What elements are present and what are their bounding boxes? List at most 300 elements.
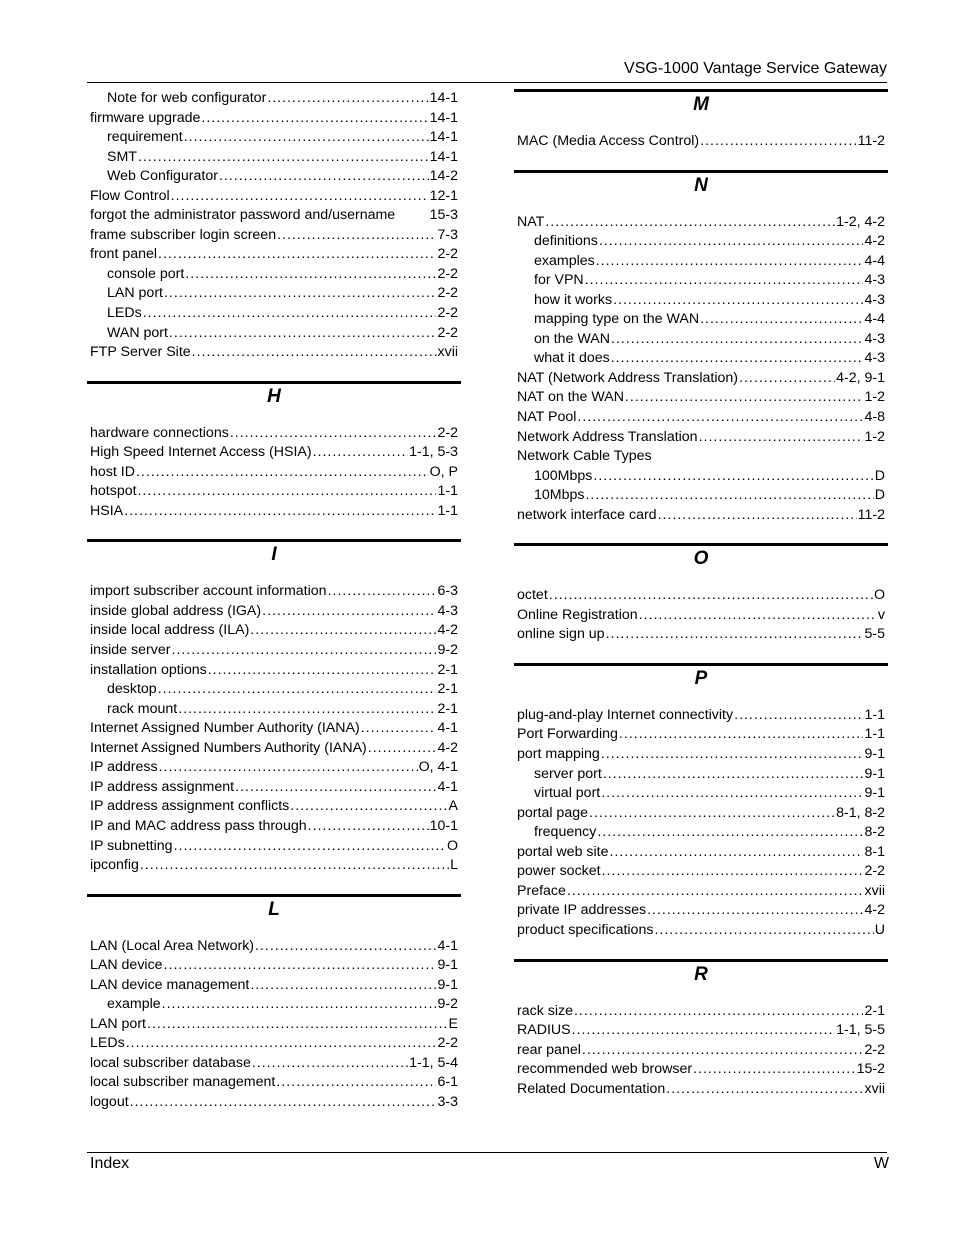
index-entry-page: 14-1 (429, 148, 458, 165)
index-entry (514, 586, 888, 606)
dot-leader (596, 252, 864, 272)
index-entry-page: 4-2 (864, 902, 885, 919)
section-letter-heading: R (514, 959, 888, 1002)
index-entry-page: 1-2, 4-2 (836, 213, 885, 230)
index-entry-term: inside local address (ILA) (90, 622, 250, 639)
index-entry-term: console port (107, 265, 185, 282)
dot-leader (313, 443, 409, 463)
dot-leader (567, 882, 864, 902)
index-entry (87, 817, 461, 837)
index-entry (87, 778, 461, 798)
index-entry-term: NAT on the WAN (517, 389, 624, 406)
index-entry-page: xvii (437, 344, 458, 361)
index-entry-term: frame subscriber login screen (90, 226, 277, 243)
dot-leader (328, 582, 437, 602)
index-entry-term: server port (534, 765, 602, 782)
dot-leader (158, 245, 436, 265)
index-entry-term: plug-and-play Internet connectivity (517, 706, 734, 723)
index-entry-term: FTP Server Site (90, 344, 191, 361)
section-letter-heading: P (514, 663, 888, 706)
dot-leader (290, 797, 447, 817)
index-entry-term: logout (90, 1093, 129, 1110)
index-entry-term: IP address assignment conflicts (90, 798, 290, 815)
dot-leader (699, 428, 864, 448)
dot-leader (124, 502, 436, 522)
dot-leader (164, 284, 436, 304)
index-entry-term: Flow Control (90, 187, 170, 204)
index-entry-term: product specifications (517, 921, 654, 938)
index-entry-page: 2-2 (864, 863, 885, 880)
dot-leader (654, 921, 873, 941)
dot-leader (611, 330, 864, 350)
index-entry (87, 719, 461, 739)
index-entry-page: 2-2 (437, 285, 458, 302)
index-entry (514, 310, 888, 330)
index-entry (514, 784, 888, 804)
index-entry-page: 2-1 (437, 700, 458, 717)
dot-leader (739, 369, 835, 389)
dot-leader (147, 1015, 448, 1035)
index-entry (514, 921, 888, 941)
index-entry-page: O, 4-1 (418, 759, 458, 776)
index-entry-page: 4-3 (864, 272, 885, 289)
index-entry-page: 1-1, 5-4 (409, 1054, 458, 1071)
index-left-column (87, 89, 461, 1113)
index-entry-page: 1-1 (864, 726, 885, 743)
dot-leader (593, 467, 873, 487)
index-section (514, 959, 888, 1100)
index-entry (87, 976, 461, 996)
index-entry-page: O (873, 587, 885, 604)
dot-leader (549, 586, 873, 606)
index-entry-term: example (107, 996, 161, 1013)
footer-page-number: W (873, 1155, 889, 1172)
dot-leader (267, 89, 428, 109)
index-entry (87, 758, 461, 778)
index-entry (87, 245, 461, 265)
dot-leader (639, 606, 877, 626)
index-entry-page: 4-2 (437, 622, 458, 639)
index-entry-term: 10Mbps (534, 487, 585, 504)
index-entry-page: 4-1 (437, 937, 458, 954)
index-entry-page: O, P (429, 463, 458, 480)
index-entry (514, 408, 888, 428)
index-entry-page: 2-2 (437, 265, 458, 282)
section-letter-heading: M (514, 89, 888, 132)
dot-leader (174, 837, 446, 857)
dot-leader (138, 482, 437, 502)
index-entry (87, 956, 461, 976)
index-entry (87, 304, 461, 324)
index-entry-page: 1-1 (864, 706, 885, 723)
index-entry (87, 797, 461, 817)
index-entry-page: 2-2 (437, 305, 458, 322)
dot-leader (361, 719, 437, 739)
index-entry-page: 4-2 (437, 739, 458, 756)
index-entry-term: recommended web browser (517, 1061, 693, 1078)
index-entry-page: O (446, 837, 458, 854)
dot-leader (597, 823, 863, 843)
index-entry-page: 4-3 (864, 291, 885, 308)
index-entry-page: 8-1, 8-2 (836, 804, 885, 821)
index-entry-term: hotspot (90, 483, 137, 500)
index-section (87, 894, 461, 1113)
index-entry-term: NAT (Network Address Translation) (517, 369, 739, 386)
dot-leader (658, 506, 857, 526)
index-entry-term: MAC (Media Access Control) (517, 133, 700, 149)
index-entry-term: LAN port (90, 1015, 146, 1032)
index-entry (87, 661, 461, 681)
index-entry (87, 324, 461, 344)
index-entry (514, 506, 888, 526)
index-entry-term: definitions (534, 233, 598, 250)
dot-leader (647, 901, 863, 921)
index-entry (87, 1015, 461, 1035)
index-entry-term: inside server (90, 642, 171, 659)
dot-leader (582, 1041, 864, 1061)
index-entry-term: Web Configurator (107, 168, 218, 185)
index-entry (87, 582, 461, 602)
index-entry (514, 291, 888, 311)
dot-leader (171, 641, 436, 661)
index-entry-term: virtual port (534, 785, 601, 802)
index-entry-page: 1-1 (437, 483, 458, 500)
dot-leader (201, 109, 428, 129)
index-entry-term: HSIA (90, 502, 124, 519)
index-entry (514, 330, 888, 350)
index-entry-term: Internet Assigned Number Authority (IANA) (90, 720, 360, 737)
index-entry (87, 284, 461, 304)
dot-leader (255, 937, 436, 957)
index-entry (87, 641, 461, 661)
index-entry-page: 4-4 (864, 252, 885, 269)
dot-leader (666, 1080, 863, 1100)
section-letter-heading: L (87, 894, 461, 937)
index-entry (514, 132, 888, 152)
index-right-column (514, 89, 888, 1099)
index-entry (514, 1060, 888, 1080)
index-entry-page: 3-3 (437, 1093, 458, 1110)
dot-leader (619, 725, 864, 745)
index-entry-page: 4-3 (864, 330, 885, 347)
index-entry-page: 9-1 (437, 957, 458, 974)
index-entry-page: 14-1 (429, 90, 458, 106)
dot-leader (601, 784, 863, 804)
index-section (514, 543, 888, 645)
index-entry (87, 1034, 461, 1054)
index-entry (514, 213, 888, 233)
dot-leader (606, 625, 864, 645)
index-entry (87, 937, 461, 957)
section-letter-heading: N (514, 170, 888, 213)
index-entry-term: Online Registration (517, 606, 638, 623)
index-entry (87, 265, 461, 285)
index-entry-term: mapping type on the WAN (534, 311, 700, 328)
index-entry-term: 100Mbps (534, 467, 593, 484)
index-entry-page: 1-1 (437, 502, 458, 519)
index-entry-page: 4-2 (864, 233, 885, 250)
index-entry-term: hardware connections (90, 424, 229, 441)
index-entry (87, 680, 461, 700)
index-entry-page: 6-1 (437, 1074, 458, 1091)
footer-rule (87, 1152, 887, 1153)
index-entry (514, 625, 888, 645)
index-entry (87, 502, 461, 522)
index-entry-page: 12-1 (429, 187, 458, 204)
index-entry (514, 388, 888, 408)
index-entry-page: 15-2 (856, 1061, 885, 1078)
dot-leader (693, 1060, 856, 1080)
index-entry-term: front panel (90, 246, 158, 263)
index-entry (514, 901, 888, 921)
index-entry-term: rack size (517, 1002, 573, 1019)
index-entry (87, 226, 461, 246)
dot-leader (185, 265, 436, 285)
index-entry-page: 8-1 (864, 843, 885, 860)
index-entry (514, 882, 888, 902)
dot-leader (250, 621, 436, 641)
index-section (514, 663, 888, 941)
index-entry-term: frequency (534, 824, 597, 841)
dot-leader (572, 1021, 835, 1041)
index-entry-page: 2-1 (437, 681, 458, 698)
dot-leader (599, 232, 864, 252)
index-entry-term: requirement (107, 129, 183, 146)
index-entry (514, 1002, 888, 1022)
index-entry-term: Network Address Translation (517, 428, 698, 445)
index-entry-page: xvii (864, 1080, 885, 1097)
index-entry-term: forgot the administrator password and/username (90, 207, 396, 224)
index-entry-page: 4-4 (864, 311, 885, 328)
index-entry (87, 148, 461, 168)
section-letter-heading: O (514, 543, 888, 586)
dot-leader (184, 128, 429, 148)
index-entry-page: A (448, 798, 458, 815)
index-entry-term: Related Documentation (517, 1080, 666, 1097)
dot-leader (574, 1002, 864, 1022)
dot-leader (276, 1073, 436, 1093)
index-entry-page: 2-2 (437, 1035, 458, 1052)
index-entry-page: 1-2 (864, 389, 885, 406)
index-entry (87, 128, 461, 148)
index-entry-page: D (874, 487, 885, 504)
index-entry-page: 2-2 (437, 324, 458, 341)
index-entry-term: IP address (90, 759, 158, 776)
index-entry-page: 15-3 (429, 207, 458, 224)
index-entry (87, 700, 461, 720)
index-entry-page: 7-3 (437, 226, 458, 243)
index-entry-term: Port Forwarding (517, 726, 618, 743)
dot-leader (171, 187, 429, 207)
dot-leader (585, 271, 864, 291)
index-entry-term: on the WAN (534, 330, 610, 347)
index-entry-term: LAN device management (90, 976, 250, 993)
dot-leader (130, 1093, 437, 1113)
index-entry (87, 206, 461, 226)
dot-leader (734, 706, 863, 726)
dot-leader (208, 661, 437, 681)
index-entry-page: E (448, 1015, 458, 1032)
dot-leader (602, 862, 864, 882)
index-entry-page: 4-2, 9-1 (836, 369, 885, 386)
index-entry (514, 252, 888, 272)
dot-leader (368, 739, 437, 759)
index-entry-term: firmware upgrade (90, 109, 201, 126)
index-entry-term: local subscriber management (90, 1074, 276, 1091)
dot-leader (126, 1034, 437, 1054)
dot-leader (192, 343, 437, 363)
index-entry-page: 4-3 (437, 602, 458, 619)
dot-leader (159, 758, 418, 778)
index-entry-page: 1-1, 5-5 (836, 1022, 885, 1039)
index-entry (514, 486, 888, 506)
index-entry-page: 4-8 (864, 409, 885, 426)
dot-leader (308, 817, 429, 837)
index-entry-term: how it works (534, 291, 613, 308)
section-letter-heading: H (87, 381, 461, 424)
dot-leader (577, 408, 863, 428)
dot-leader (162, 995, 437, 1015)
index-entry (514, 706, 888, 726)
dot-leader (136, 463, 429, 483)
index-entry (87, 167, 461, 187)
index-entry-page: 9-1 (437, 976, 458, 993)
dot-leader (252, 1054, 408, 1074)
index-entry-page: 1-1, 5-3 (409, 444, 458, 461)
dot-leader (138, 148, 429, 168)
index-entry-page: 9-1 (864, 746, 885, 763)
index-entry (514, 271, 888, 291)
index-entry-term: Internet Assigned Numbers Authority (IANA) (90, 739, 367, 756)
dot-leader (277, 226, 436, 246)
index-entry-page: 14-1 (429, 129, 458, 146)
index-entry-page: 8-2 (864, 824, 885, 841)
index-entry (514, 804, 888, 824)
index-entry-term: LAN (Local Area Network) (90, 937, 255, 954)
index-entry-term: installation options (90, 661, 207, 678)
index-entry-term: what it does (534, 350, 610, 367)
index-entry-term: LEDs (90, 1035, 125, 1052)
index-entry-term: import subscriber account information (90, 583, 327, 600)
index-entry-page: xvii (864, 882, 885, 899)
index-entry-term: SMT (107, 148, 137, 165)
index-entry (514, 467, 888, 487)
dot-leader (611, 349, 864, 369)
index-entry-term: inside global address (IGA) (90, 602, 262, 619)
index-entry-page: 2-1 (437, 661, 458, 678)
index-entry-term: local subscriber database (90, 1054, 251, 1071)
index-entry-term: for VPN (534, 272, 584, 289)
index-entry-term: NAT Pool (517, 409, 577, 426)
index-entry-page: 14-1 (429, 109, 458, 126)
dot-leader (235, 778, 436, 798)
index-entry (514, 369, 888, 389)
header-rule (87, 82, 887, 83)
index-entry-term: Network Cable Types (517, 448, 652, 465)
dot-leader (585, 486, 873, 506)
index-entry (87, 109, 461, 129)
page-header-title: VSG-1000 Vantage Service Gateway (624, 60, 887, 77)
index-entry (87, 602, 461, 622)
section-letter-heading: I (87, 539, 461, 582)
index-entry (87, 1054, 461, 1074)
index-entry-term: LAN device (90, 957, 163, 974)
dot-leader (545, 213, 835, 233)
index-entry-term: portal page (517, 804, 588, 821)
dot-leader (613, 291, 863, 311)
index-entry-page: 5-5 (864, 626, 885, 643)
index-entry-term: LEDs (107, 305, 142, 322)
index-entry (87, 482, 461, 502)
index-entry-term: examples (534, 252, 595, 269)
index-entry-page: U (874, 921, 885, 938)
index-entry-term: WAN port (107, 324, 168, 341)
index-entry-page: 9-1 (864, 765, 885, 782)
index-entry-page: 2-2 (437, 424, 458, 441)
index-entry-term: desktop (107, 681, 157, 698)
index-entry (514, 843, 888, 863)
index-entry (514, 725, 888, 745)
index-entry-term: online sign up (517, 626, 605, 643)
index-entry-term: NAT (517, 213, 545, 230)
dot-leader (143, 304, 437, 324)
index-entry (87, 1073, 461, 1093)
index-entry (87, 856, 461, 876)
index-entry-term: High Speed Internet Access (HSIA) (90, 444, 312, 461)
index-entry-term: Note for web configurator (107, 90, 267, 106)
index-entry (87, 424, 461, 444)
index-entry-term: IP subnetting (90, 837, 173, 854)
index-section (514, 89, 888, 152)
index-entry-page: 4-1 (437, 720, 458, 737)
index-section (87, 381, 461, 522)
dot-leader (219, 167, 429, 187)
dot-leader (169, 324, 437, 344)
index-entry (514, 1021, 888, 1041)
index-entry-page: L (450, 857, 458, 874)
index-entry (514, 428, 888, 448)
index-entry (87, 1093, 461, 1113)
footer-section-label: Index (90, 1155, 130, 1172)
index-entry-term: power socket (517, 863, 601, 880)
index-entry-page: 10-1 (429, 817, 458, 834)
index-entry (514, 1080, 888, 1100)
index-entry (514, 745, 888, 765)
dot-leader (230, 424, 437, 444)
dot-leader (140, 856, 449, 876)
index-entry-term: IP and MAC address pass through (90, 817, 307, 834)
index-entry (514, 823, 888, 843)
index-entry-page: 2-2 (437, 246, 458, 263)
index-entry-term: rear panel (517, 1041, 581, 1058)
index-entry-term: Preface (517, 882, 566, 899)
index-entry-page: 9-2 (437, 996, 458, 1013)
index-section (514, 170, 888, 526)
dot-leader (589, 804, 835, 824)
index-entry (514, 1041, 888, 1061)
dot-leader (250, 976, 436, 996)
index-entry-page: 9-1 (864, 785, 885, 802)
index-entry-page: 11-2 (857, 133, 885, 149)
index-entry-page: D (874, 467, 885, 484)
index-entry-page: 2-2 (864, 1041, 885, 1058)
dot-leader (158, 680, 437, 700)
index-entry-page: 14-2 (429, 168, 458, 185)
index-entry (87, 621, 461, 641)
index-entry (514, 765, 888, 785)
index-entry (87, 187, 461, 207)
index-entry (87, 995, 461, 1015)
